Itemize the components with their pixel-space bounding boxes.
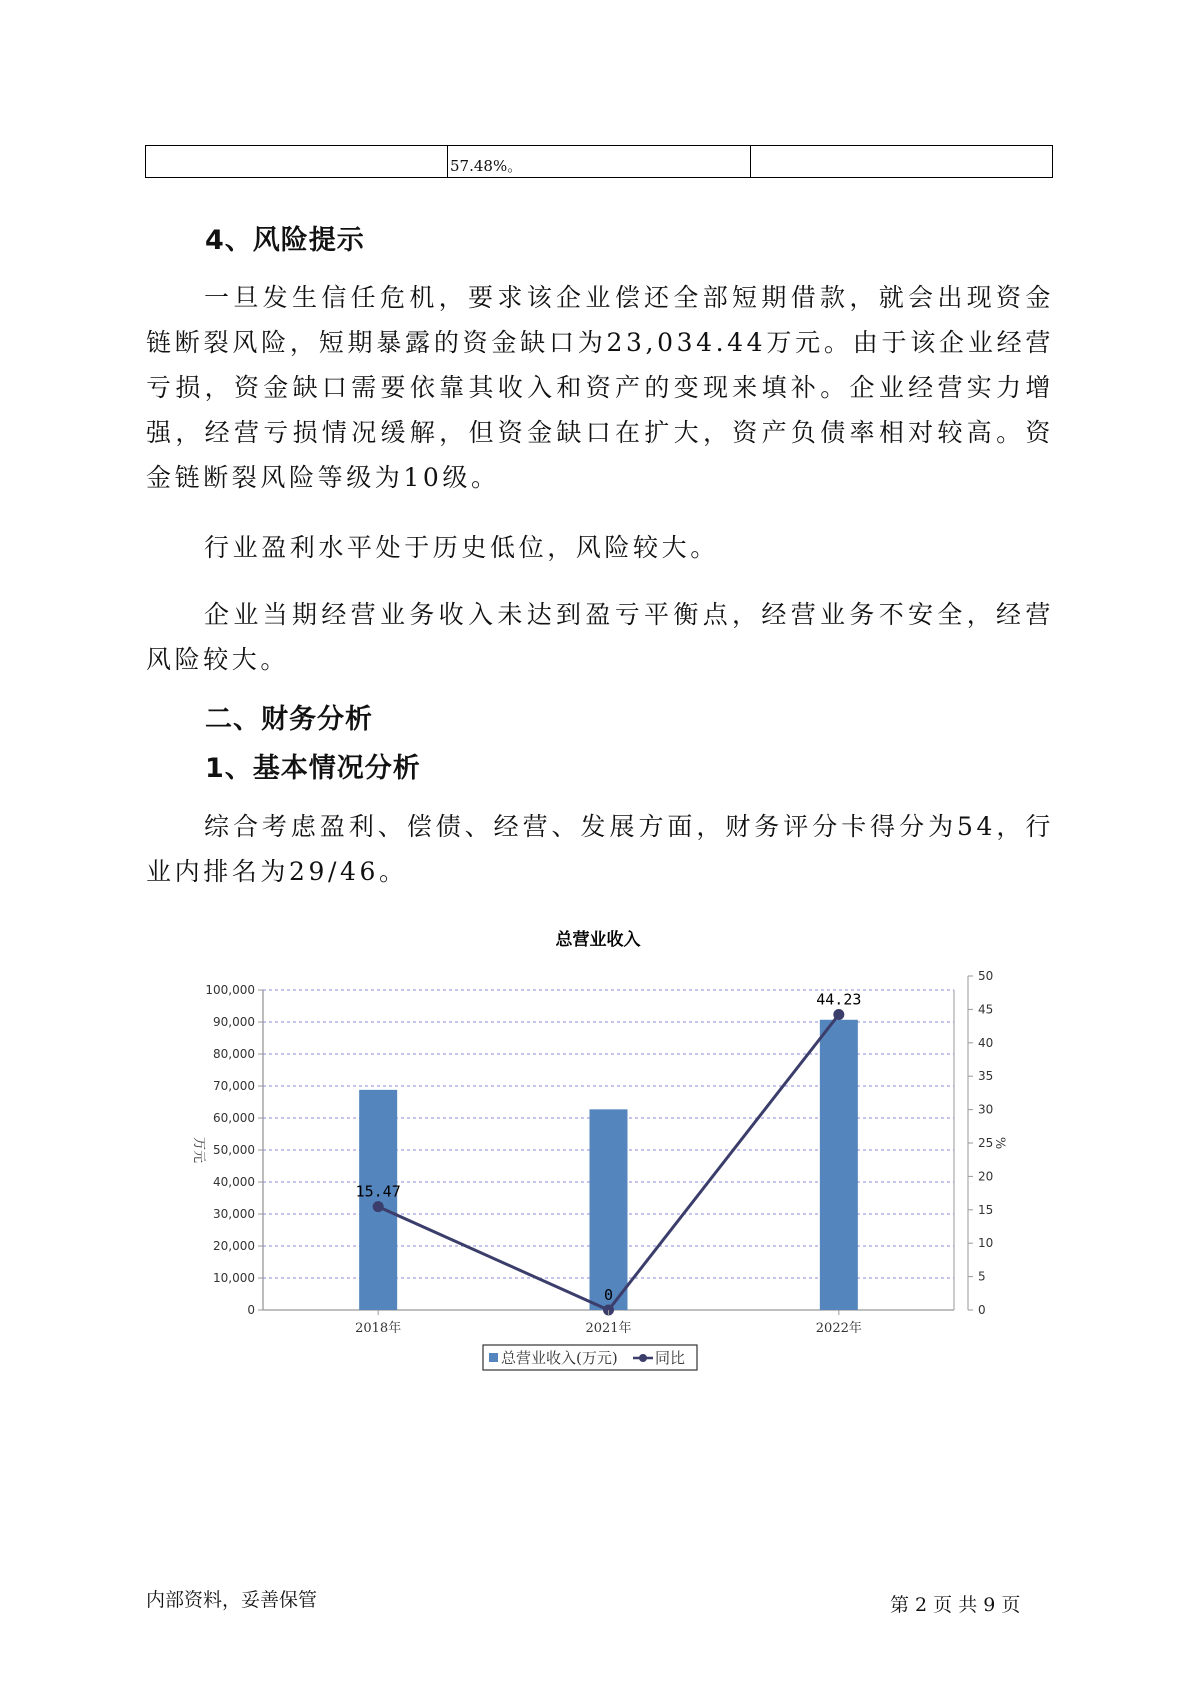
table-cell (751, 146, 1052, 177)
line-point-yoy (373, 1201, 384, 1212)
y2-tick-label: 15 (978, 1202, 994, 1217)
line-point-yoy (833, 1009, 844, 1020)
x-tick-label: 2018年 (355, 1321, 402, 1336)
legend-line-marker (639, 1354, 647, 1362)
y-tick-label: 40,000 (213, 1175, 255, 1189)
y2-tick-label: 30 (978, 1102, 994, 1117)
y2-axis-ticks (968, 969, 993, 1317)
y-tick-label: 100,000 (205, 983, 255, 997)
y-tick-label: 50,000 (213, 1143, 255, 1157)
bar-revenue (590, 1109, 628, 1310)
risk-paragraph-1: 一旦发生信任危机，要求该企业偿还全部短期借款，就会出现资金链断裂风险，短期暴露的资金缺口为23,034.44万元。由于该企业经营亏损，资金缺口需要依靠其收入和资产的变现来填补。企业经营实力增强，经营亏损情况缓解，但资金缺口在扩大，资产负债率相对较高。资金链断裂风险等级为10级。 (146, 283, 1054, 492)
section-heading-basic: 1、基本情况分析 (205, 753, 421, 784)
page-number: 第 2 页 共 9 页 (890, 1594, 1021, 1616)
y2-tick-label: 20 (978, 1169, 994, 1184)
table-fragment (145, 145, 1053, 178)
revenue-chart-svg (185, 920, 1005, 1380)
y-tick-label: 10,000 (213, 1271, 255, 1285)
y-tick-label: 30,000 (213, 1207, 255, 1221)
chart-title: 总营业收入 (555, 930, 641, 950)
data-label-yoy: 44.23 (816, 990, 862, 1009)
risk-paragraph-3: 企业当期经营业务收入未达到盈亏平衡点，经营业务不安全，经营风险较大。 (146, 600, 1054, 674)
data-label-yoy: 15.47 (355, 1182, 401, 1201)
y2-tick-label: 25 (978, 1136, 994, 1150)
section-heading-risk: 4、风险提示 (205, 225, 365, 256)
x-tick-label: 2021年 (585, 1321, 632, 1336)
y-tick-label: 0 (247, 1303, 255, 1317)
legend-bar-swatch (489, 1353, 498, 1362)
y-tick-label: 60,000 (213, 1111, 255, 1125)
y-axis-ticks (205, 983, 263, 1317)
bar-revenue (820, 1020, 858, 1310)
y2-axis-title: % (992, 1136, 1007, 1150)
revenue-chart (185, 920, 1005, 1380)
bar-series (359, 1020, 858, 1310)
y-tick-label: 70,000 (213, 1079, 255, 1093)
legend-label-yoy: 同比 (655, 1349, 686, 1367)
y-tick-label: 90,000 (213, 1015, 255, 1029)
table-cell: 57.48%。 (448, 146, 751, 177)
footer-confidential: 内部资料，妥善保管 (146, 1589, 318, 1611)
data-label-yoy: 0 (603, 1286, 614, 1304)
y2-tick-label: 5 (978, 1269, 986, 1284)
y2-tick-label: 50 (978, 969, 994, 983)
y-tick-label: 20,000 (213, 1239, 255, 1253)
y-axis-title: 万元 (191, 1136, 206, 1164)
y-tick-label: 80,000 (213, 1047, 255, 1061)
y2-tick-label: 40 (978, 1035, 994, 1050)
section-heading-finance: 二、财务分析 (205, 704, 373, 735)
y2-tick-label: 45 (978, 1002, 994, 1017)
table-cell (146, 146, 448, 177)
y2-tick-label: 0 (978, 1303, 986, 1317)
y2-tick-label: 35 (978, 1069, 994, 1084)
x-tick-label: 2022年 (815, 1321, 862, 1336)
x-axis-ticks (355, 1310, 862, 1336)
basic-paragraph-1: 综合考虑盈利、偿债、经营、发展方面，财务评分卡得分为54，行业内排名为29/46。 (146, 812, 1054, 886)
y2-tick-label: 10 (978, 1236, 994, 1251)
risk-paragraph-2: 行业盈利水平处于历史低位，风险较大。 (204, 533, 719, 562)
chart-legend (483, 1345, 697, 1370)
legend-label-revenue: 总营业收入(万元) (501, 1349, 618, 1367)
